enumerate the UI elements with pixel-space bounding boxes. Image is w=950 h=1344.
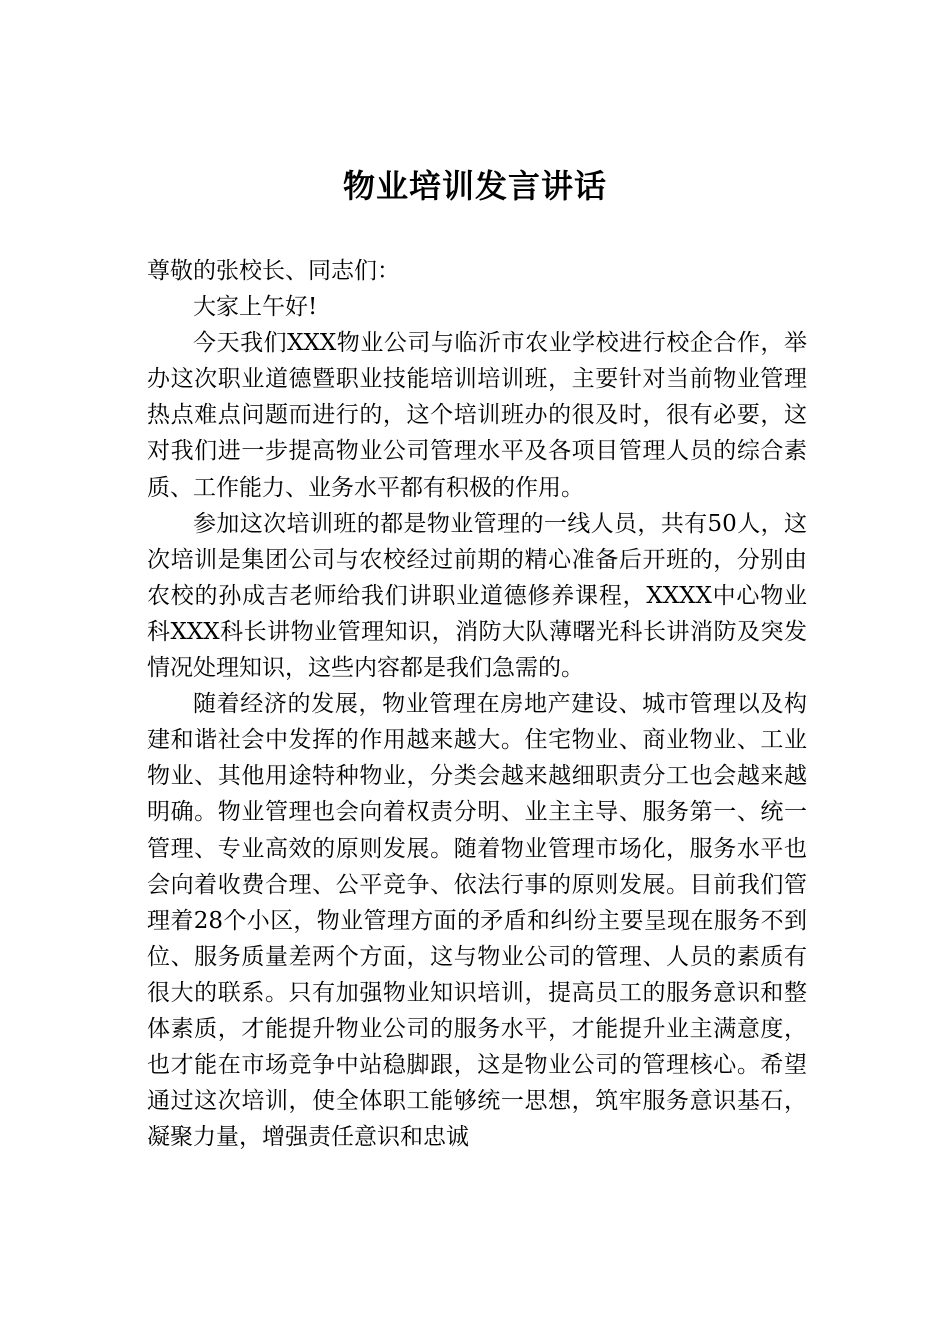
paragraph-introduction: 今天我们XXX物业公司与临沂市农业学校进行校企合作，举办这次职业道德暨职业技能培训培训班，主要针对当前物业管理热点难点问题而进行的，这个培训班办的很及时，很有必要，这对我们进一步提高物业公司管理水平及各项目管理人员的综合素质、工作能力、业务水平都有积极的作用。	[147, 330, 807, 501]
paragraph-participants: 参加这次培训班的都是物业管理的一线人员，共有50人，这次培训是集团公司与农校经过前期的精心准备后开班的，分别由农校的孙成吉老师给我们讲职业道德修养课程，XXXX中心物业科XXX科长讲物业管理知识，消防大队薄曙光科长讲消防及突发情况处理知识，这些内容都是我们急需的。	[147, 510, 807, 682]
salutation: 尊敬的张校长、同志们：	[147, 258, 400, 284]
document-body	[147, 253, 807, 1155]
paragraph-greeting: 大家上午好!	[193, 294, 318, 321]
document-title: 物业培训发言讲话	[342, 167, 607, 205]
paragraph-development: 随着经济的发展，物业管理在房地产建设、城市管理以及构建和谐社会中发挥的作用越来越大。住宅物业、商业物业、工业物业、其他用途特种物业，分类会越来越细职责分工也会越来越明确。物业管理也会向着权责分明、业主主导、服务第一、统一管理、专业高效的原则发展。随着物业管理市场化，服务水平也会向着收费合理、公平竞争、依法行事的原则发展。目前我们管理着28个小区，物业管理方面的矛盾和纠纷主要呈现在服务不到位、服务质量差两个方面，这与物业公司的管理、人员的素质有很大的联系。只有加强物业知识培训，提高员工的服务意识和整体素质，才能提升物业公司的服务水平，才能提升业主满意度，也才能在市场竞争中站稳脚跟，这是物业公司的管理核心。希望通过这次培训，使全体职工能够统一思想，筑牢服务意识基石，凝聚力量，增强责任意识和忠诚	[147, 691, 807, 1151]
